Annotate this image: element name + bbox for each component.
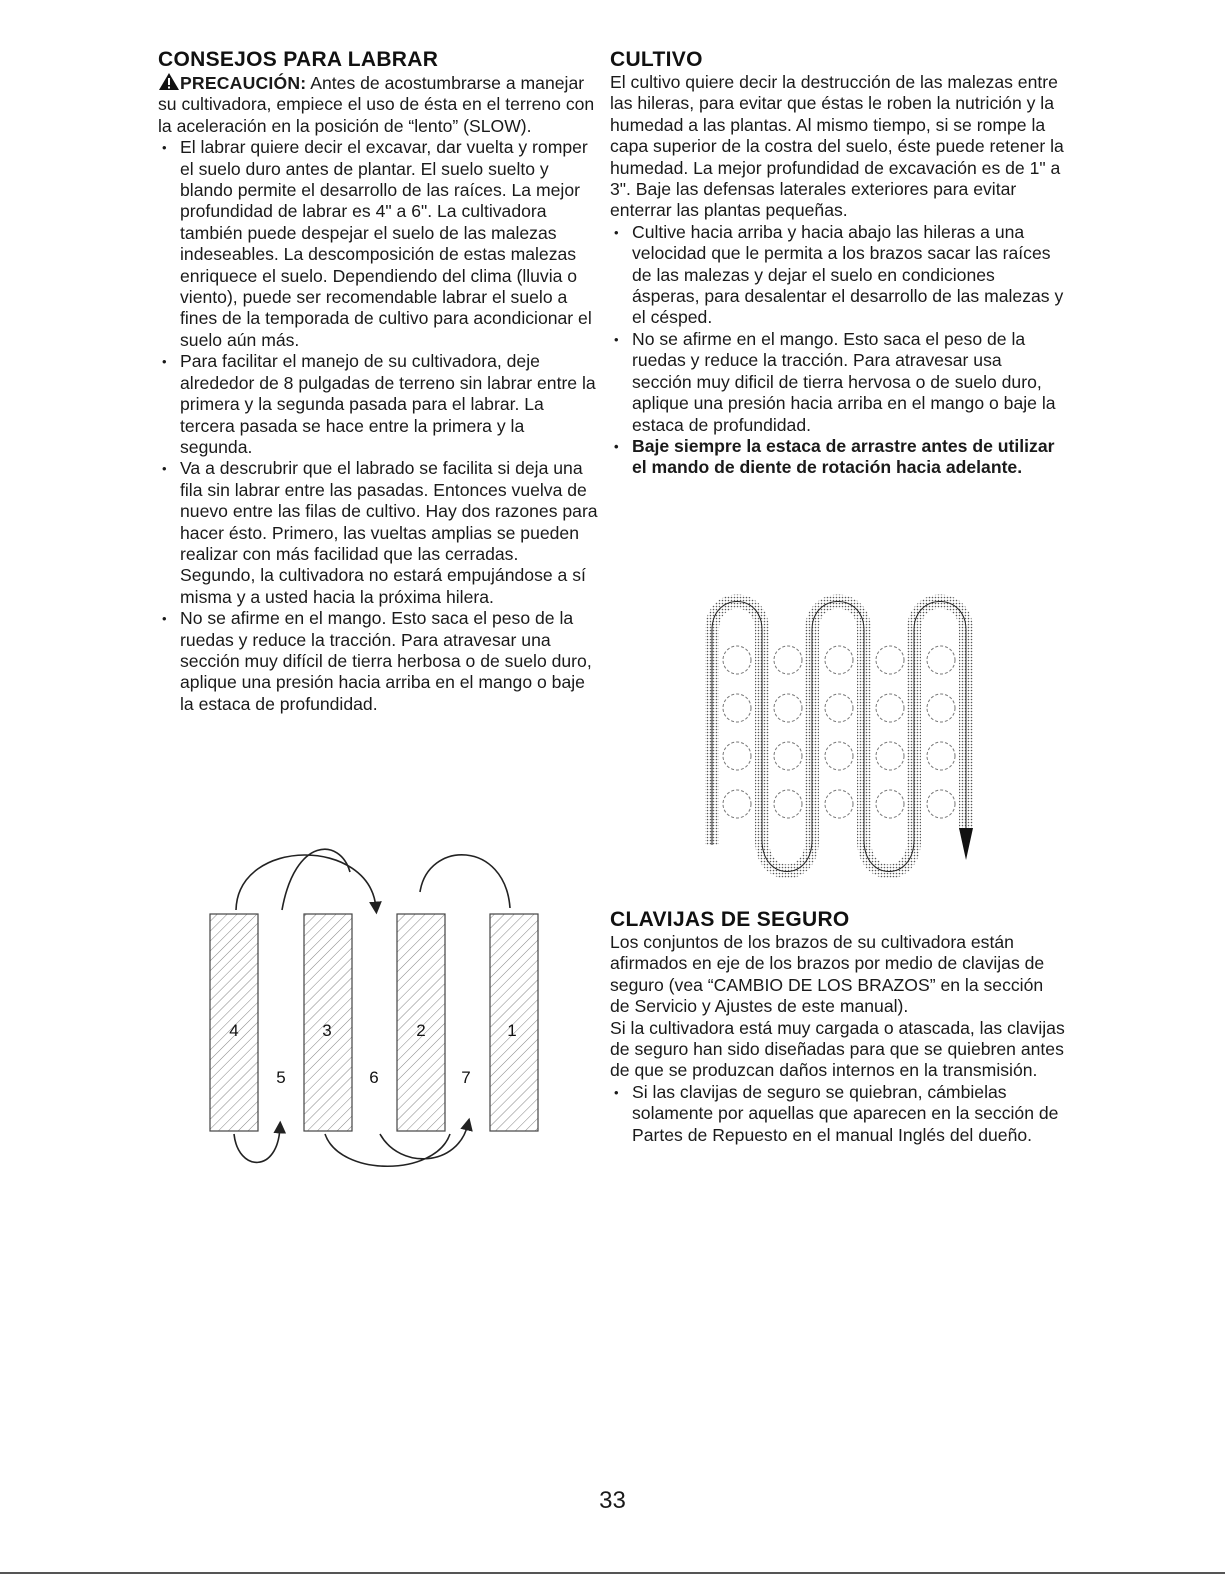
cultivation-pattern-diagram [700, 590, 990, 890]
caution-paragraph [158, 72, 598, 137]
caution-text: Antes de acostumbrarse a manejar su cultivadora, empiece el uso de ésta en el terreno con la aceleración en la posición de “lento” (SLOW). [158, 73, 595, 136]
shear-pins-heading: CLAVIJAS DE SEGURO [610, 908, 850, 931]
pass-label: 3 [322, 1021, 332, 1040]
cultivation-path-outline [712, 602, 966, 872]
page-number: 33 [599, 1487, 626, 1514]
direction-arrow-icon [959, 828, 973, 860]
cultivation-bullet-list [610, 222, 1065, 479]
cultivation-paragraph: El cultivo quiere decir la destrucción de las malezas entre las hileras, para evitar que éstas le roben la nutrición y la humedad a las plantas. Al mismo tiempo, si se rompe la capa superior de la costra del suelo, éste puede retener la humedad. La mejor profundidad de excavación es de 1" a 3". Baje las defensas laterales exteriores para evitar enterrar las plantas pequeñas. [610, 72, 1064, 221]
tilling-pattern-diagram [200, 842, 545, 1172]
pass-label: 6 [369, 1068, 379, 1087]
list-item: • Cultive hacia arriba y hacia abajo las hileras a una velocidad que le permita a los brazos sacar las raíces de las malezas y dejar el suelo en condiciones ásperas, para desalentar el desarrollo de las malezas y el césped. [610, 222, 1065, 329]
pass-label: 1 [507, 1021, 517, 1040]
pass-label: 7 [461, 1068, 471, 1087]
caution-label: PRECAUCIÓN: [180, 73, 307, 93]
list-item: • Para facilitar el manejo de su cultivadora, deje alrededor de 8 pulgadas de terreno sin labrar entre la primera y la segunda pasada para el labrar. La tercera pasada se hace entre la primera y la segunda. [158, 351, 598, 458]
warning-triangle-icon [158, 72, 180, 91]
shear-pins-paragraph: Los conjuntos de los brazos de su cultivadora están afirmados en eje de los brazos por medio de clavijas de seguro (vea “CAMBIO DE LOS BRAZOS” en la sección de Servicio y Ajustes de este manual). [610, 932, 1045, 1017]
list-item: • Si las clavijas de seguro se quiebran, cámbielas solamente por aquellas que aparecen en la sección de Partes de Repuesto en el manual Inglés del dueño. [610, 1082, 1065, 1146]
bottom-rule [0, 1572, 1225, 1574]
turn-arrow [420, 855, 510, 908]
turn-arrow [236, 855, 376, 910]
pass-label: 4 [229, 1021, 239, 1040]
tilling-tips-heading: CONSEJOS PARA LABRAR [158, 48, 439, 71]
list-item: • No se afirme en el mango. Esto saca el peso de la ruedas y reduce la tracción. Para atravesar una sección muy difícil de tierra herbosa o de suelo duro, aplique una presión hacia arriba en el mango o baje la estaca de profundidad. [158, 608, 598, 715]
list-item: • No se afirme en el mango. Esto saca el peso de la ruedas y reduce la tracción. Para atravesar usa sección muy dificil de tierra hervosa o de suelo duro, aplique una presión hacia arriba en el mango o baje la estaca de profundidad. [610, 329, 1065, 436]
list-item: • Va a descrubrir que el labrado se facilita si deja una fila sin labrar entre las pasadas. Entonces vuelva de nuevo entre las filas de cultivo. Hay dos razones para hacer ésto. Primero, las vueltas amplias se pueden realizar con más facilidad que las cerradas. Segundo, la cultivadora no estará empujándose a sí misma y a usted hacia la próxima hilera. [158, 458, 598, 608]
left-column [158, 48, 598, 715]
list-item-bold-warning: • Baje siempre la estaca de arrastre antes de utilizar el mando de diente de rotación hacia adelante. [610, 436, 1065, 479]
shear-pins-paragraph: Si la cultivadora está muy cargada o atascada, las clavijas de seguro han sido diseñadas para que se quiebren antes de que se produzcan daños internos en la transmisión. [610, 1017, 1065, 1081]
cultivation-heading: CULTIVO [610, 48, 703, 71]
turn-arrow [234, 1127, 280, 1162]
pass-label: 2 [416, 1021, 426, 1040]
turn-arrow [325, 1134, 450, 1166]
right-column [610, 48, 1065, 479]
tilling-bullet-list [158, 137, 598, 715]
list-item: • El labrar quiere decir el excavar, dar vuelta y romper el suelo duro antes de plantar. El suelo suelto y blando permite el desarrollo de las raíces. La mejor profundidad de labrar es 4" a 6". La cultivadora también puede despejar el suelo de las malezas indeseables. La descomposición de estas malezas enriquece el suelo. Dependiendo del clima (lluvia o viento), puede ser recomendable labrar el suelo a fines de la temporada de cultivo para acondicionar el suelo aún más. [158, 137, 598, 351]
shear-pins-section [610, 908, 1065, 1146]
turn-arrow [282, 849, 350, 910]
cultivation-path [712, 602, 966, 872]
pass-label: 5 [276, 1068, 286, 1087]
shear-pins-bullet-list [610, 1082, 1065, 1146]
